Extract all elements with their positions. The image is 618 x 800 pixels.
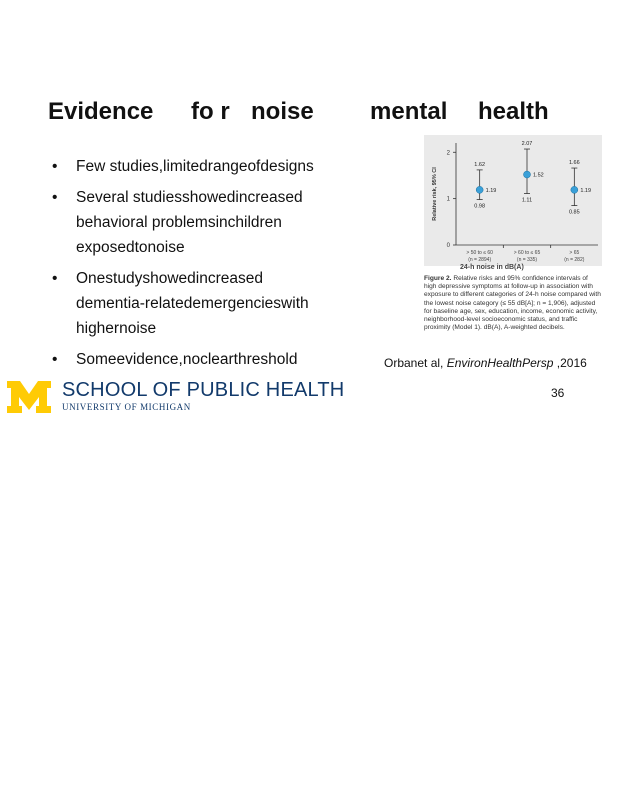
- bullet-line: dementia-relatedemergencieswith: [76, 295, 309, 312]
- chart-point-label: 1.52: [533, 172, 544, 179]
- chart-lower-label: 1.11: [521, 197, 533, 204]
- chart-point-label: 1.19: [485, 187, 497, 194]
- title-word: mental: [370, 98, 448, 125]
- school-logo: [62, 379, 344, 412]
- chart-upper-label: 1.62: [474, 161, 486, 168]
- bullet-marker: •: [52, 270, 58, 287]
- chart-x-tick-label: > 50 to ≤ 60: [466, 250, 493, 256]
- bullet-line: behavioral problemsinchildren: [76, 214, 282, 231]
- chart-upper-label: 1.66: [568, 160, 580, 167]
- chart-lower-label: 0.85: [568, 209, 580, 216]
- title-word: noise: [251, 98, 314, 125]
- chart-x-tick-label: > 60 to ≤ 65: [513, 250, 541, 256]
- chart-y-tick-label: 0: [446, 243, 450, 249]
- figure-caption-label: Figure 2.: [424, 275, 452, 282]
- bullet-item: [52, 347, 342, 372]
- citation-year: ,2016: [553, 356, 587, 370]
- bullet-line: Someevidence,noclearthreshold: [76, 351, 298, 368]
- title-word: fo r: [191, 98, 230, 125]
- bullet-marker: •: [52, 189, 58, 206]
- bullet-item: [52, 266, 342, 341]
- block-m-logo-icon: [6, 380, 52, 414]
- bullet-marker: •: [52, 158, 58, 175]
- chart-y-axis-label: Relative risk, 95% CI: [432, 167, 438, 221]
- figure-caption-text: Relative risks and 95% confidence intervals of high depressive symptoms at follow-up in association with exposure to different categories of 24-h noise compared with the lowest noise category (≤ 55 dB[A]; n = 1,906), adjusted for baseline age, sex, education, income, economic activity, neighborhood-level socioeconomic status, and traffic proximity (Model 1). dB(A), A-weighted decibels.: [424, 275, 601, 332]
- bullet-line: highernoise: [76, 320, 157, 337]
- chart-point-label: 1.19: [580, 187, 592, 194]
- chart-y-tick-label: 2: [446, 150, 450, 157]
- bullet-line: Onestudyshowedincreased: [76, 270, 263, 287]
- chart-point: [571, 186, 578, 193]
- bullet-line: exposedtonoise: [76, 239, 185, 256]
- bullet-line: Several studiesshowedincreased: [76, 189, 303, 206]
- chart-upper-label: 2.07: [521, 141, 533, 148]
- university-name: UNIVERSITY OF MICHIGAN: [62, 402, 191, 412]
- bullet-item: [52, 154, 342, 179]
- chart-point: [524, 171, 531, 178]
- chart-x-tick-label: (n = 335): [516, 257, 538, 263]
- citation-authors: Orbanet al,: [384, 356, 444, 370]
- figure-chart-panel: [424, 135, 602, 266]
- bullet-line: Few studies,limitedrangeofdesigns: [76, 158, 314, 175]
- chart-lower-label: 0.98: [474, 203, 486, 210]
- chart-x-tick-label: (n = 2894): [468, 257, 492, 263]
- title-word: Evidence: [48, 98, 154, 125]
- chart-x-tick-label: > 65: [569, 250, 580, 256]
- bullet-item: [52, 185, 342, 260]
- page-number: 36: [551, 386, 565, 400]
- chart-y-tick-label: 1: [446, 196, 450, 203]
- chart-x-axis-title: 24-h noise in dB(A): [460, 264, 524, 271]
- citation-journal: EnvironHealthPersp: [446, 356, 554, 370]
- relative-risk-chart: [424, 135, 602, 266]
- school-name: SCHOOL OF PUBLIC HEALTH: [62, 379, 345, 401]
- chart-x-tick-label: (n = 282): [564, 257, 585, 263]
- figure-caption: [424, 275, 602, 332]
- slide-title: [48, 98, 608, 132]
- bullet-marker: •: [52, 351, 58, 368]
- bullet-list: [52, 154, 342, 378]
- citation: [384, 356, 587, 370]
- chart-point: [476, 186, 483, 193]
- title-word: health: [478, 98, 549, 125]
